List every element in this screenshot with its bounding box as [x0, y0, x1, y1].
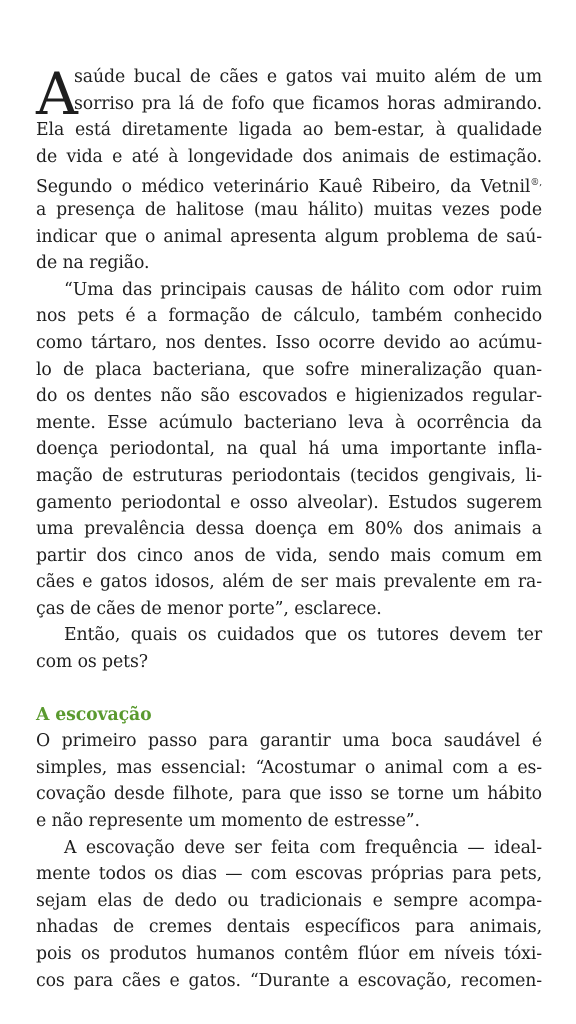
article-body: [36, 60, 542, 994]
paragraph-intro: [36, 60, 542, 277]
text-line: covação desde filhote, para que isso se torne um hábito: [36, 784, 542, 805]
text-line: sejam elas de dedo ou tradicionais e sempre acompa-: [36, 890, 542, 911]
paragraph-question: [36, 622, 542, 675]
text-line: simples, mas essencial: “Acostumar o animal com a es-: [36, 757, 542, 778]
text-line: uma prevalência dessa doença em 80% dos animais a: [36, 519, 542, 540]
text-line: “Uma das principais causas de hálito com odor ruim: [64, 279, 542, 300]
text-line: nos pets é a formação de cálculo, também conhecido: [36, 306, 542, 327]
registered-mark: ®,: [530, 178, 542, 189]
text-line: [36, 170, 542, 197]
paragraph-first-step: [36, 728, 542, 834]
text-line: cos para cães e gatos. “Durante a escovação, recomen-: [36, 970, 542, 991]
text-line: sorriso pra lá de fofo que ficamos horas admirando.: [74, 93, 542, 114]
text-line: nhadas de cremes dentais específicos para animais,: [36, 917, 542, 938]
paragraph-brushing: [36, 835, 542, 995]
text-line: Então, quais os cuidados que os tutores devem ter: [64, 625, 542, 646]
text-segment: Segundo o médico veterinário Kauê Ribeiro, da Vetnil: [36, 177, 531, 198]
text-line: ças de cães de menor porte”, esclarece.: [36, 598, 382, 619]
text-line: mente todos os dias — com escovas próprias para pets,: [36, 864, 542, 885]
text-line: de na região.: [36, 253, 150, 274]
paragraph-quote: [36, 277, 542, 623]
text-line: pois os produtos humanos contêm flúor em níveis tóxi-: [36, 944, 542, 964]
section-heading: A escovação: [36, 704, 152, 725]
text-line: saúde bucal de cães e gatos vai muito além de um: [74, 67, 542, 87]
text-line: como tártaro, nos dentes. Isso ocorre devido ao acúmu-: [36, 332, 542, 353]
text-line: partir dos cinco anos de vida, sendo mais comum em: [36, 545, 542, 566]
text-line: Ela está diretamente ligada ao bem-estar, à qualidade: [36, 120, 542, 141]
text-line: gamento periodontal e osso alveolar). Estudos sugerem: [36, 492, 542, 513]
text-line: e não represente um momento de estresse”.: [36, 811, 420, 832]
section-spacer: [36, 676, 542, 702]
text-line: mente. Esse acúmulo bacteriano leva à ocorrência da: [36, 412, 542, 433]
text-line: de vida e até à longevidade dos animais de estimação.: [36, 146, 542, 167]
text-line: a presença de halitose (mau hálito) muitas vezes pode: [36, 199, 542, 220]
text-line: indicar que o animal apresenta algum problema de saú-: [36, 226, 542, 247]
text-line: cães e gatos idosos, além de ser mais prevalente em ra-: [36, 572, 542, 593]
text-line: com os pets?: [36, 652, 148, 673]
text-line: A escovação deve ser feita com frequência — ideal-: [64, 837, 542, 858]
drop-cap: A: [36, 60, 78, 128]
text-line: lo de placa bacteriana, que sofre mineralização quan-: [36, 359, 542, 380]
text-line: mação de estruturas periodontais (tecidos gengivais, li-: [36, 465, 542, 486]
text-line: O primeiro passo para garantir uma boca saudável é: [36, 731, 542, 752]
text-line: do os dentes não são escovados e higienizados regular-: [36, 386, 542, 407]
text-line: doença periodontal, na qual há uma importante infla-: [36, 439, 542, 460]
